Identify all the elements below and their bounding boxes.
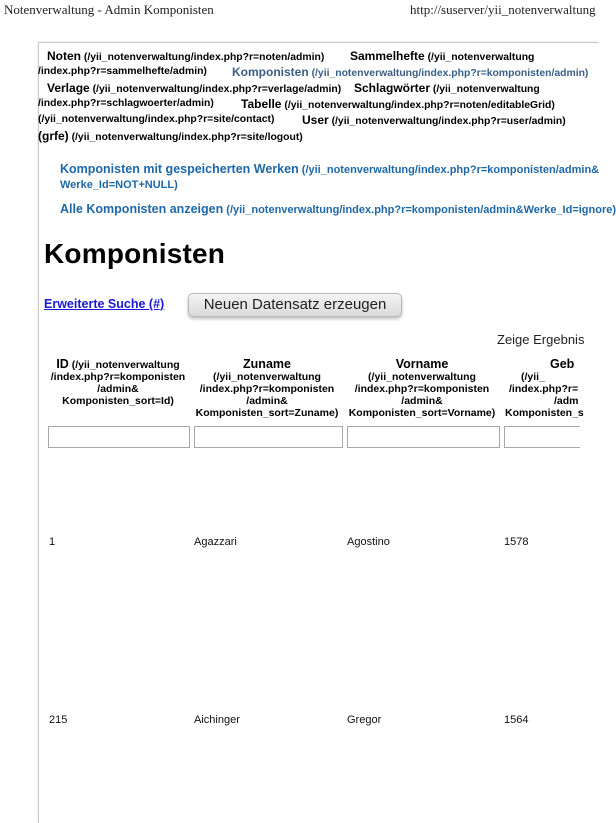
table-cell-geburtsjahr: 1578 — [504, 536, 529, 548]
filter-geburtsjahr-input[interactable] — [504, 426, 580, 448]
main-menu-row — [38, 96, 598, 112]
menu-item-schlagwoerter-path[interactable]: /index.php?r=schlagwoerter/admin) — [38, 98, 214, 109]
table-cell-zuname: Aichinger — [194, 714, 240, 726]
column-header-id[interactable]: ID (/yii_notenverwaltung /index.php?r=komponisten /admin& Komponisten_sort=Id) — [50, 357, 186, 407]
column-header-vorname[interactable]: Vorname (/yii_notenverwaltung /index.php?r=komponisten /admin& Komponisten_sort=Vorname) — [348, 357, 496, 419]
main-menu — [38, 44, 589, 143]
main-menu-row — [38, 112, 598, 128]
menu-item-kontakt[interactable]: (/yii_notenverwaltung/index.php?r=site/contact) — [38, 114, 275, 125]
main-menu-row — [38, 80, 598, 96]
filter-vorname-input[interactable] — [347, 426, 500, 448]
menu-item-tabelle[interactable]: Tabelle (/yii_notenverwaltung/index.php?r=noten/editableGrid) — [241, 97, 555, 111]
menu-item-user[interactable]: User (/yii_notenverwaltung/index.php?r=user/admin) — [302, 113, 566, 127]
menu-item-noten[interactable]: Noten (/yii_notenverwaltung/index.php?r=noten/admin) — [47, 49, 325, 63]
column-header-geburtsjahr[interactable]: Geb (/yii_ /index.php?r= /adm Komponisten_s — [505, 357, 584, 419]
print-page-url: http://suserver/yii_notenverwaltung — [410, 2, 596, 17]
table-cell-vorname: Agostino — [347, 536, 390, 548]
filter-id-input[interactable] — [48, 426, 190, 448]
menu-item-schlagwoerter[interactable]: Schlagwörter (/yii_notenverwaltung — [354, 81, 540, 95]
menu-item-logout[interactable]: (grfe) (/yii_notenverwaltung/index.php?r=site/logout) — [38, 129, 303, 143]
menu-item-sammelhefte-path[interactable]: /index.php?r=sammelhefte/admin) — [38, 66, 207, 77]
print-header — [0, 0, 596, 22]
create-record-button[interactable]: Neuen Datensatz erzeugen — [188, 293, 402, 317]
menu-item-sammelhefte[interactable]: Sammelhefte (/yii_notenverwaltung — [350, 49, 535, 63]
table-cell-zuname: Agazzari — [194, 536, 237, 548]
table-cell-vorname: Gregor — [347, 714, 382, 726]
column-header-zuname[interactable]: Zuname (/yii_notenverwaltung /index.php?r=komponisten /admin& Komponisten_sort=Zuname) — [195, 357, 339, 419]
main-menu-row — [38, 48, 598, 63]
table-cell-geburtsjahr: 1564 — [504, 714, 529, 726]
grid-summary: Zeige Ergebnis — [497, 332, 585, 347]
table-cell-id: 1 — [49, 536, 56, 548]
table-cell-id: 215 — [49, 714, 68, 726]
filter-zuname-input[interactable] — [194, 426, 343, 448]
menu-item-komponisten[interactable]: Komponisten (/yii_notenverwaltung/index.php?r=komponisten/admin) — [232, 65, 589, 79]
operation-komponisten-mit-werken-path[interactable]: Werke_Id=NOT+NULL) — [60, 179, 178, 191]
operation-alle-komponisten[interactable]: Alle Komponisten anzeigen (/yii_notenverwaltung/index.php?r=komponisten/admin&Werke_Id=ignore) — [60, 202, 616, 216]
print-page-title: Notenverwaltung - Admin Komponisten — [4, 2, 214, 17]
main-menu-row — [38, 128, 598, 143]
operation-komponisten-mit-werken[interactable]: Komponisten mit gespeicherten Werken (/yii_notenverwaltung/index.php?r=komponisten/admin& — [60, 162, 600, 176]
page-title: Komponisten — [44, 238, 226, 269]
menu-item-verlage[interactable]: Verlage (/yii_notenverwaltung/index.php?r=verlage/admin) — [47, 81, 342, 95]
advanced-search-link[interactable]: Erweiterte Suche (#) — [44, 297, 165, 311]
main-menu-row — [38, 64, 598, 80]
